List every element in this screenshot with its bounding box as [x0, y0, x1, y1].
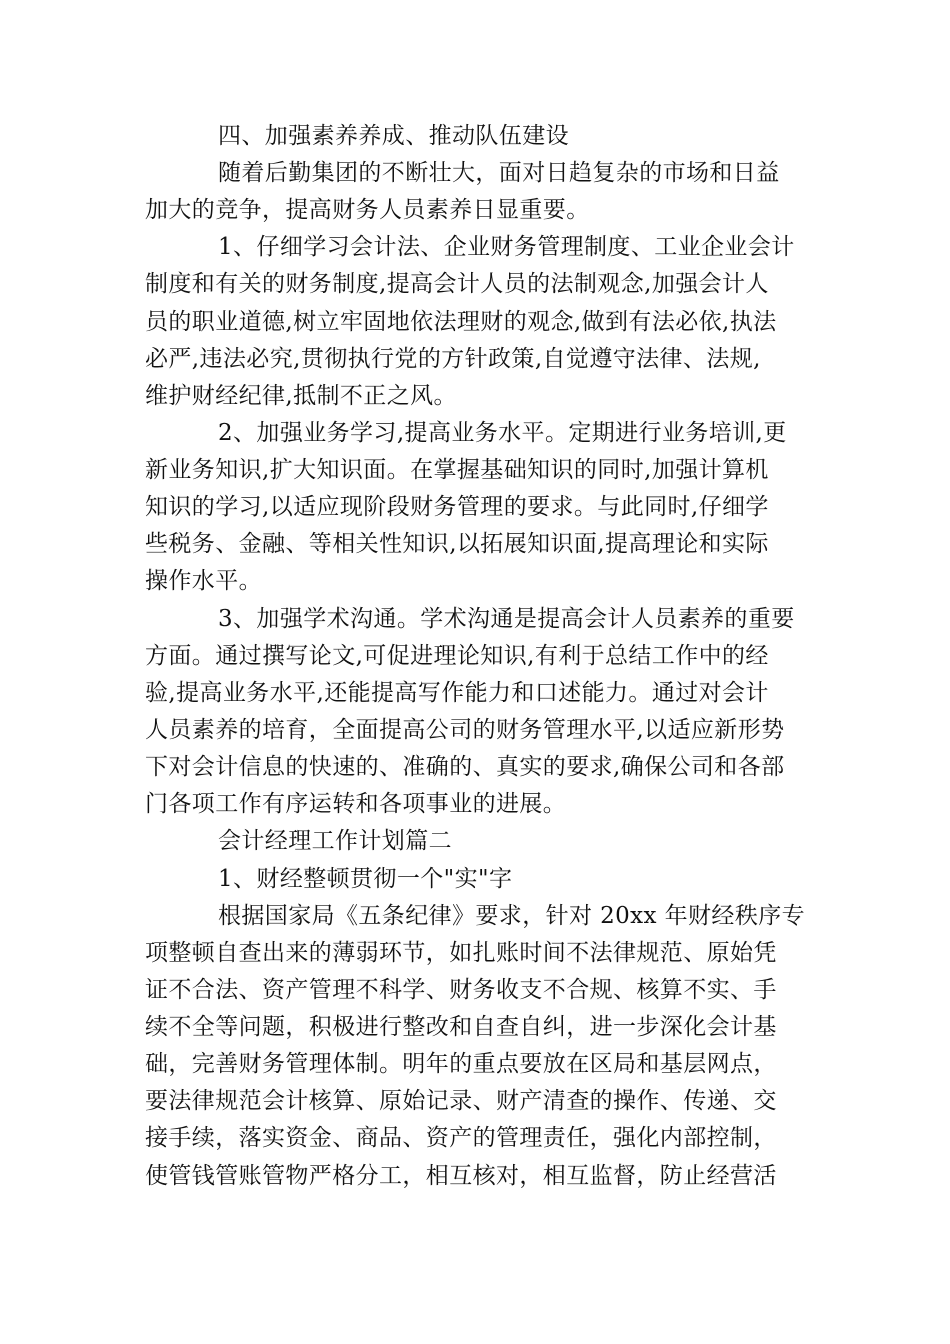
- paragraph-line: 下对会计信息的快速的、准确的、真实的要求,确保公司和各部: [145, 754, 785, 780]
- paragraph-line: 新业务知识,扩大知识面。在掌握基础知识的同时,加强计算机: [145, 457, 769, 483]
- paragraph-line: 人员素养的培育，全面提高公司的财务管理水平,以适应新形势: [145, 717, 785, 743]
- paragraph-line: 门各项工作有序运转和各项事业的进展。: [145, 791, 567, 817]
- paragraph-line: 验,提高业务水平,还能提高写作能力和口述能力。通过对会计: [145, 680, 769, 706]
- paragraph-line: 加大的竞争，提高财务人员素养日显重要。: [145, 197, 590, 223]
- paragraph-line: 根据国家局《五条纪律》要求，针对 20xx 年财经秩序专: [218, 903, 806, 929]
- paragraph-line: 1、仔细学习会计法、企业财务管理制度、工业企业会计: [218, 234, 795, 260]
- subsection-heading: 1、财经整顿贯彻一个"实"字: [218, 866, 513, 892]
- section-heading: 四、加强素养养成、推动队伍建设: [218, 123, 569, 149]
- paragraph-line: 必严,违法必究,贯彻执行党的方针政策,自觉遵守法律、法规,: [145, 346, 761, 372]
- paragraph-line: 维护财经纪律,抵制不正之风。: [145, 383, 457, 409]
- paragraph-line: 些税务、金融、等相关性知识,以拓展知识面,提高理论和实际: [145, 531, 769, 557]
- paragraph-line: 证不合法、资产管理不科学、财务收支不合规、核算不实、手: [145, 977, 777, 1003]
- paragraph-line: 础，完善财务管理体制。明年的重点要放在区局和基层网点，: [145, 1051, 777, 1077]
- paragraph-line: 方面。通过撰写论文,可促进理论知识,有利于总结工作中的经: [145, 643, 769, 669]
- paragraph-line: 要法律规范会计核算、原始记录、财产清查的操作、传递、交: [145, 1088, 777, 1114]
- paragraph-line: 知识的学习,以适应现阶段财务管理的要求。与此同时,仔细学: [145, 494, 769, 520]
- paragraph-line: 续不全等问题，积极进行整改和自查自纠，进一步深化会计基: [145, 1014, 777, 1040]
- paragraph-line: 3、加强学术沟通。学术沟通是提高会计人员素养的重要: [218, 606, 795, 632]
- section-heading: 会计经理工作计划篇二: [218, 828, 452, 854]
- paragraph-line: 项整顿自查出来的薄弱环节，如扎账时间不法律规范、原始凭: [145, 940, 777, 966]
- paragraph-line: 接手续，落实资金、商品、资产的管理责任，强化内部控制，: [145, 1125, 777, 1151]
- paragraph-line: 操作水平。: [145, 568, 262, 594]
- paragraph-line: 使管钱管账管物严格分工，相互核对，相互监督，防止经营活: [145, 1163, 777, 1189]
- paragraph-line: 2、加强业务学习,提高业务水平。定期进行业务培训,更: [218, 420, 787, 446]
- paragraph-line: 制度和有关的财务制度,提高会计人员的法制观念,加强会计人: [145, 271, 769, 297]
- paragraph-line: 员的职业道德,树立牢固地依法理财的观念,做到有法必依,执法: [145, 309, 777, 335]
- paragraph-line: 随着后勤集团的不断壮大，面对日趋复杂的市场和日益: [218, 160, 780, 186]
